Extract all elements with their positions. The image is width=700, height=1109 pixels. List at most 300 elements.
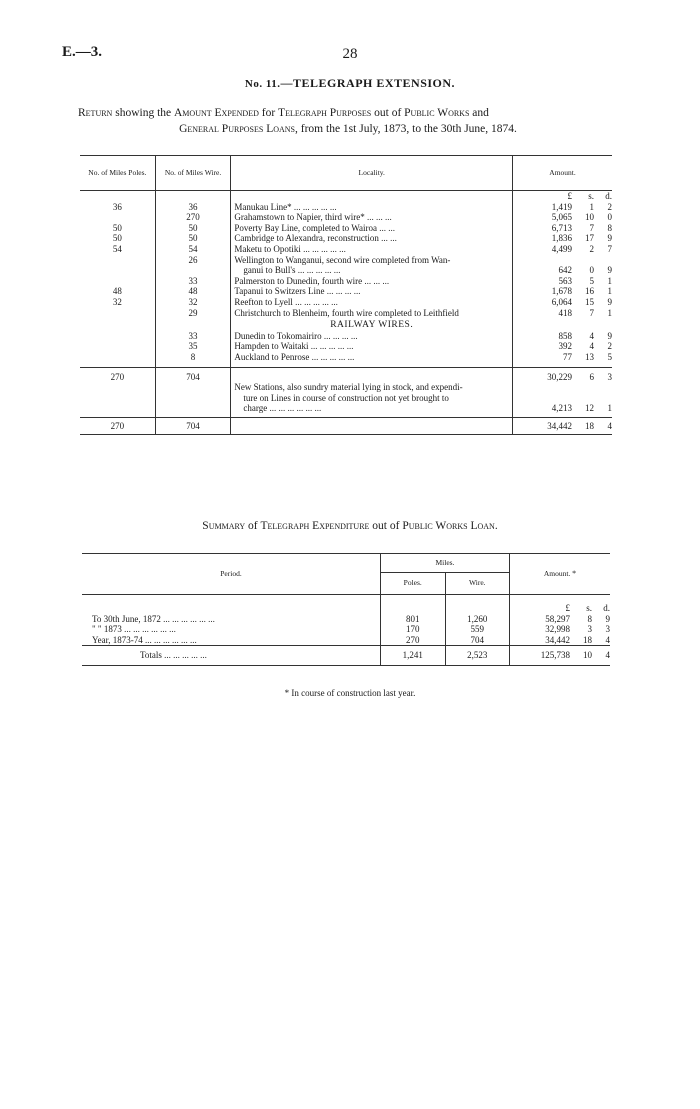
amount-shillings: 7 — [589, 307, 595, 318]
return-text: showing the — [112, 107, 174, 119]
locality-text: Wellington to Wanganui, second wire completed from Wan- — [234, 254, 451, 265]
leader-dots: ... ... ... ... ... — [297, 265, 341, 276]
poles-cell — [80, 393, 155, 404]
amount-pence: 9 — [605, 613, 610, 624]
poles-cell: 170 — [381, 624, 446, 635]
return-caption — [78, 105, 618, 137]
period-cell — [82, 624, 381, 635]
amount-pence: 9 — [607, 330, 613, 341]
amount-cell — [513, 352, 612, 363]
amount-pence: 1 — [607, 307, 613, 318]
locality-cell — [231, 403, 513, 414]
amount-value — [516, 297, 612, 308]
wire-cell — [445, 595, 510, 614]
locality-cell — [231, 265, 513, 276]
leader-dots: ... ... ... ... — [326, 286, 361, 297]
locality-cell — [231, 297, 513, 308]
poles-cell — [80, 191, 155, 202]
header-amount: Amount. — [513, 156, 612, 191]
poles-cell — [80, 265, 155, 276]
locality-text: Poverty Bay Line, completed to Wairoa — [234, 222, 377, 233]
leader-dots: ... ... ... ... ... — [293, 201, 337, 212]
header-locality: Locality. — [231, 156, 513, 191]
amount-cell — [513, 276, 612, 287]
wire-cell: 50 — [155, 223, 231, 234]
leader-dots: ... ... ... ... — [323, 330, 358, 341]
amount-pounds: 34,442 — [547, 420, 573, 431]
locality-cell — [231, 276, 513, 287]
locality-cell — [231, 255, 513, 266]
amount-value — [516, 382, 612, 393]
wire-cell: 1,260 — [445, 614, 510, 625]
amount-shillings: 7 — [589, 222, 595, 233]
amount-shillings: 18 — [583, 634, 592, 645]
summary-body — [82, 554, 610, 666]
wire-cell: 32 — [155, 297, 231, 308]
period-text: Year, 1873-74 — [92, 634, 143, 645]
amount-pounds: £ — [565, 603, 570, 613]
amount-value — [516, 308, 612, 319]
amount-pounds: 6,064 — [551, 296, 573, 307]
totals-row — [82, 646, 610, 666]
header-amount — [510, 554, 611, 595]
amount-value — [516, 341, 612, 352]
wire-cell: 8 — [155, 352, 231, 363]
summary-table — [82, 553, 610, 666]
amount-shillings: 8 — [587, 613, 592, 624]
locality-text: Reefton to Lyell — [234, 296, 293, 307]
summary-word: Telegraph Expenditure — [260, 520, 370, 532]
poles-cell — [80, 403, 155, 414]
wire-cell: 33 — [155, 331, 231, 342]
locality-text: charge — [243, 403, 268, 414]
period-text: Totals — [140, 650, 162, 661]
wire-cell: 29 — [155, 308, 231, 319]
header-period: Period. — [82, 554, 381, 595]
poles-cell: 270 — [80, 367, 155, 382]
railway-heading: RAILWAY WIRES. — [231, 318, 513, 331]
period-cell — [82, 646, 381, 666]
table-body — [80, 191, 612, 435]
amount-pounds: 1,419 — [551, 201, 573, 212]
table-row — [80, 244, 612, 255]
return-text: out of — [371, 107, 405, 119]
wire-cell — [155, 403, 231, 414]
leader-dots: ... ... — [381, 233, 397, 244]
amount-cell — [513, 244, 612, 255]
table-row — [80, 352, 612, 363]
page-title — [0, 76, 700, 91]
amount-cell — [513, 331, 612, 342]
return-word: Amount Expended — [174, 107, 259, 119]
amount-shillings: 10 — [583, 650, 592, 661]
amount-pounds: 58,297 — [545, 613, 570, 624]
amount-shillings: 6 — [589, 371, 595, 382]
amount-value — [516, 372, 612, 383]
summary-text: . — [494, 520, 498, 532]
table-row — [80, 202, 612, 213]
amount-cell — [513, 297, 612, 308]
amount-cell — [513, 308, 612, 319]
poles-cell — [80, 276, 155, 287]
leader-dots: ... ... ... ... ... — [295, 296, 338, 307]
locality-cell — [231, 341, 513, 352]
table-row — [80, 233, 612, 244]
amount-value — [514, 635, 610, 646]
amount-pence: 0 — [607, 212, 613, 223]
subtotal-row — [80, 367, 612, 382]
wire-cell: 704 — [445, 635, 510, 646]
amount-value — [514, 603, 610, 614]
locality-cell — [231, 244, 513, 255]
locality-cell — [231, 308, 513, 319]
table-row — [80, 297, 612, 308]
wire-cell — [155, 191, 231, 202]
return-word: Return — [78, 107, 113, 119]
locality-text: Hampden to Waitaki — [234, 341, 309, 352]
wire-cell — [155, 265, 231, 276]
summary-header-row — [82, 554, 610, 573]
table-row — [80, 403, 612, 414]
wire-cell: 26 — [155, 255, 231, 266]
locality-text: Grahamstown to Napier, third wire* — [234, 212, 365, 223]
amount-shillings: 2 — [589, 243, 595, 254]
wire-cell: 54 — [155, 244, 231, 255]
locality-cell — [231, 212, 513, 223]
amount-pounds: 4,499 — [551, 243, 573, 254]
summary-row — [82, 614, 610, 625]
amount-pounds: 77 — [563, 351, 573, 362]
wire-cell: 50 — [155, 233, 231, 244]
amount-value — [516, 393, 612, 404]
header-wire: Wire. — [445, 573, 510, 595]
amount-pounds: £ — [567, 191, 573, 201]
summary-title — [0, 520, 700, 532]
amount-pounds: 4,213 — [551, 403, 573, 414]
poles-cell: 50 — [80, 223, 155, 234]
amount-value — [516, 286, 612, 297]
amount-cell — [513, 318, 612, 331]
amount-cell — [510, 595, 611, 614]
amount-value — [516, 223, 612, 234]
period-cell — [82, 635, 381, 646]
table-row — [80, 331, 612, 342]
locality-text: ganui to Bull's — [243, 265, 296, 276]
locality-text: Christchurch to Blenheim, fourth wire completed to Leithfield — [234, 307, 459, 318]
locality-cell — [231, 202, 513, 213]
poles-cell: 1,241 — [381, 646, 446, 666]
amount-pence: 3 — [607, 371, 613, 382]
leader-dots: ... ... ... ... ... ... — [124, 624, 176, 635]
expenditure-table — [80, 155, 612, 435]
amount-shillings: 17 — [585, 233, 595, 244]
table-row — [80, 255, 612, 266]
summary-row — [82, 635, 610, 646]
return-text: , from the 1st July, 1873, to the 30th June, 1874. — [295, 123, 517, 135]
poles-cell: 32 — [80, 297, 155, 308]
amount-pounds: 1,678 — [551, 286, 573, 297]
table-row — [80, 223, 612, 234]
leader-dots: ... ... — [379, 222, 395, 233]
amount-shillings: 1 — [589, 201, 595, 212]
locality-cell — [231, 367, 513, 382]
locality-text: Dunedin to Tokomairiro — [234, 330, 322, 341]
table-row — [80, 286, 612, 297]
amount-cell — [513, 417, 612, 435]
title-text: —TELEGRAPH EXTENSION. — [280, 76, 456, 90]
wire-cell — [155, 318, 231, 331]
return-line-1 — [78, 105, 618, 121]
amount-pounds: 32,998 — [545, 624, 570, 635]
amount-cell — [513, 191, 612, 202]
amount-value — [516, 331, 612, 342]
locality-text: Tapanui to Switzers Line — [234, 286, 325, 297]
currency-row — [80, 191, 612, 202]
amount-shillings: 0 — [589, 265, 595, 276]
page-number: 28 — [342, 46, 358, 62]
table-row — [80, 393, 612, 404]
amount-cell — [510, 635, 611, 646]
return-word: Telegraph Purposes — [278, 107, 372, 119]
leader-dots: ... ... ... — [367, 212, 392, 223]
wire-cell — [155, 382, 231, 393]
amount-pounds: 1,836 — [551, 233, 573, 244]
locality-cell — [231, 191, 513, 202]
locality-cell — [231, 286, 513, 297]
amount-value — [516, 265, 612, 276]
leader-dots: ... ... ... ... ... — [311, 351, 355, 362]
amount-pence: d. — [605, 191, 613, 201]
table-row — [80, 212, 612, 223]
amount-pence: 9 — [607, 233, 613, 244]
amount-cell — [513, 255, 612, 266]
amount-value — [514, 614, 610, 625]
amount-value — [516, 202, 612, 213]
leader-dots: ... ... ... ... ... ... — [163, 613, 215, 624]
header-amount-text: Amount. — [543, 568, 571, 578]
amount-value — [516, 255, 612, 266]
wire-cell: 48 — [155, 286, 231, 297]
amount-cell — [513, 403, 612, 414]
table-row — [80, 265, 612, 276]
header-miles: Miles. — [381, 554, 510, 573]
amount-pence: 3 — [605, 624, 610, 635]
return-word: General Purposes Loans — [179, 123, 296, 135]
amount-shillings: 4 — [589, 341, 595, 352]
amount-pence: 4 — [605, 650, 610, 661]
period-text: To 30th June, 1872 — [92, 613, 161, 624]
amount-pence: 5 — [607, 351, 613, 362]
amount-shillings: s. — [586, 603, 592, 613]
poles-cell: 270 — [381, 635, 446, 646]
amount-cell — [513, 393, 612, 404]
asterisk-mark: * — [572, 568, 577, 578]
amount-pence: 1 — [607, 403, 613, 414]
table-row — [80, 382, 612, 393]
wire-cell: 33 — [155, 276, 231, 287]
amount-value — [516, 421, 612, 432]
poles-cell — [80, 331, 155, 342]
amount-cell — [510, 624, 611, 635]
amount-pence: 8 — [607, 222, 613, 233]
locality-cell — [231, 223, 513, 234]
amount-shillings: 15 — [585, 296, 595, 307]
amount-pounds: 30,229 — [547, 371, 573, 382]
amount-cell — [513, 212, 612, 223]
amount-pence: d. — [603, 603, 610, 613]
table-row — [80, 341, 612, 352]
header-wire: No. of Miles Wire. — [155, 156, 231, 191]
amount-cell — [510, 646, 611, 666]
locality-cell — [231, 382, 513, 393]
poles-cell — [80, 352, 155, 363]
leader-dots: ... ... ... — [364, 275, 390, 286]
header-poles: No. of Miles Poles. — [80, 156, 155, 191]
locality-text: Cambridge to Alexandra, reconstruction — [234, 233, 379, 244]
wire-cell: 35 — [155, 341, 231, 352]
locality-cell — [231, 393, 513, 404]
locality-cell — [231, 233, 513, 244]
summary-word: Public Works Loan — [402, 520, 495, 532]
leader-dots: ... ... ... ... ... — [310, 341, 354, 352]
amount-pence: 1 — [607, 275, 613, 286]
return-text: and — [469, 107, 489, 119]
amount-pounds: 34,442 — [545, 634, 570, 645]
poles-cell: 801 — [381, 614, 446, 625]
wire-cell: 704 — [155, 367, 231, 382]
poles-cell — [80, 382, 155, 393]
amount-cell — [513, 223, 612, 234]
leader-dots: ... ... ... ... ... ... — [269, 403, 322, 414]
amount-pence: 1 — [607, 286, 613, 297]
amount-cell — [513, 233, 612, 244]
amount-cell — [513, 367, 612, 382]
locality-cell — [231, 331, 513, 342]
locality-text: ture on Lines in course of construction not yet brought to — [243, 392, 449, 403]
amount-cell — [510, 614, 611, 625]
summary-text: of — [245, 520, 261, 532]
poles-cell — [80, 318, 155, 331]
currency-row — [82, 595, 610, 614]
leader-dots: ... ... ... ... ... — [303, 243, 346, 254]
report-code: E.—3. — [62, 44, 103, 60]
poles-cell — [80, 212, 155, 223]
amount-pence: 4 — [605, 634, 610, 645]
header-poles: Poles. — [381, 573, 446, 595]
locality-text: Maketu to Opotiki — [234, 243, 301, 254]
summary-text: out of — [369, 520, 403, 532]
amount-cell — [513, 382, 612, 393]
summary-row — [82, 624, 610, 635]
wire-cell: 2,523 — [445, 646, 510, 666]
amount-pence: 9 — [607, 265, 613, 276]
amount-shillings: 13 — [585, 351, 595, 362]
poles-cell: 50 — [80, 233, 155, 244]
wire-cell: 704 — [155, 417, 231, 435]
poles-cell: 270 — [80, 417, 155, 435]
footnote: * In course of construction last year. — [284, 688, 416, 698]
locality-text: Manukau Line* — [234, 201, 292, 212]
locality-cell — [231, 417, 513, 435]
amount-value — [516, 276, 612, 287]
amount-cell — [513, 286, 612, 297]
amount-pence: 7 — [607, 243, 613, 254]
amount-shillings: 18 — [585, 420, 595, 431]
amount-value — [514, 624, 610, 635]
leader-dots: ... ... ... ... ... ... — [144, 634, 197, 645]
railway-heading-row — [80, 318, 612, 331]
return-text: for — [258, 107, 279, 119]
amount-shillings: 16 — [585, 286, 595, 297]
title-number: No. 11. — [244, 78, 281, 90]
total-row — [80, 417, 612, 435]
table-row — [80, 308, 612, 319]
amount-pence: 2 — [607, 201, 613, 212]
period-text: " " 1873 — [92, 624, 122, 635]
amount-pounds: 563 — [558, 275, 573, 286]
table-header-row — [80, 156, 612, 191]
amount-value — [516, 233, 612, 244]
summary-word: Summary — [202, 520, 246, 532]
amount-pounds: 6,713 — [551, 222, 573, 233]
amount-pounds: 642 — [558, 265, 573, 276]
poles-cell: 54 — [80, 244, 155, 255]
locality-text: Auckland to Penrose — [234, 351, 310, 362]
amount-shillings: 12 — [585, 403, 595, 414]
return-word: Public Works — [404, 107, 470, 119]
amount-pounds: 5,065 — [551, 212, 573, 223]
poles-cell — [80, 255, 155, 266]
amount-cell — [513, 202, 612, 213]
amount-pounds: 392 — [558, 341, 573, 352]
amount-shillings: 3 — [587, 624, 592, 635]
amount-value — [516, 403, 612, 414]
wire-cell: 559 — [445, 624, 510, 635]
amount-shillings: 5 — [589, 275, 595, 286]
amount-value — [516, 244, 612, 255]
leader-dots: ... ... ... ... ... — [164, 650, 207, 661]
amount-pence: 4 — [607, 420, 613, 431]
poles-cell: 36 — [80, 202, 155, 213]
amount-pounds: 125,738 — [540, 650, 570, 661]
amount-value — [514, 650, 610, 661]
table-row — [80, 276, 612, 287]
period-cell — [82, 614, 381, 625]
return-line-2 — [78, 121, 618, 137]
period-cell — [82, 595, 381, 614]
amount-cell — [513, 265, 612, 276]
poles-cell — [80, 341, 155, 352]
wire-cell: 36 — [155, 202, 231, 213]
poles-cell: 48 — [80, 286, 155, 297]
wire-cell — [155, 393, 231, 404]
amount-shillings: s. — [588, 191, 595, 201]
amount-shillings: 10 — [585, 212, 595, 223]
amount-value — [516, 191, 612, 202]
wire-cell: 270 — [155, 212, 231, 223]
amount-cell — [513, 341, 612, 352]
poles-cell — [381, 595, 446, 614]
amount-shillings: 4 — [589, 330, 595, 341]
amount-pence: 2 — [607, 341, 613, 352]
amount-value — [516, 212, 612, 223]
amount-pence: 9 — [607, 296, 613, 307]
poles-cell — [80, 308, 155, 319]
amount-value — [516, 352, 612, 363]
amount-pounds: 418 — [558, 307, 573, 318]
locality-cell — [231, 352, 513, 363]
locality-text: New Stations, also sundry material lying in stock, and expendi- — [234, 382, 463, 393]
